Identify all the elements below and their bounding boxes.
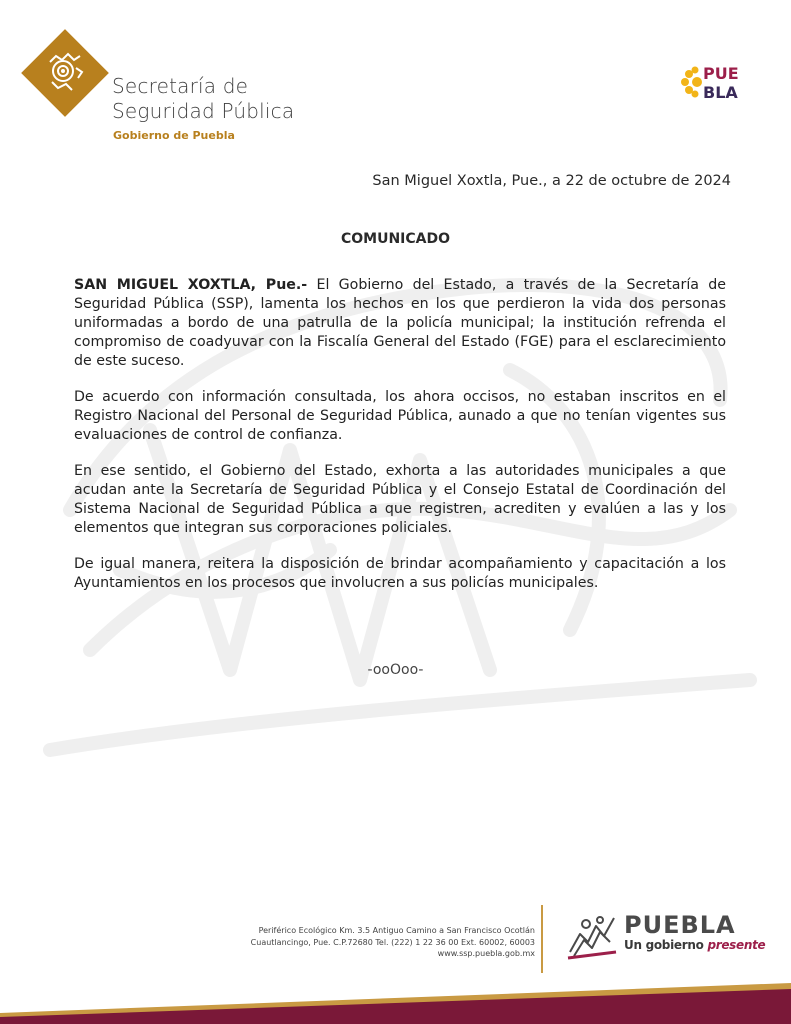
address-line-1: Periférico Ecológico Km. 3.5 Antiguo Camino a San Francisco Ocotlán: [258, 926, 535, 935]
ssp-emblem-logo: [16, 24, 114, 122]
puebla-government-icon: [566, 912, 618, 960]
tagline-accent: presente: [707, 938, 766, 952]
paragraph-1: [74, 276, 726, 371]
tagline-main: Un gobierno: [624, 938, 708, 952]
puebla-logo: [679, 60, 749, 104]
document-heading: COMUNICADO: [340, 231, 451, 247]
end-separator: -ooOoo-: [367, 662, 424, 678]
paragraph-3: En ese sentido, el Gobierno del Estado, exhorta a las autoridades municipales a que acudan ante la Secretaría de Seguridad Pública y el Consejo Estatal de Coordinación del Sistema Nacional de Seguridad Pública a que registren, acrediten y evalúen a las y los elementos que integran sus corporaciones policiales.: [74, 463, 726, 536]
footer-tagline: [624, 938, 765, 952]
puebla-logo-text-top: PUE: [703, 64, 739, 83]
footer-brand: [624, 912, 765, 952]
address-line-2: Cuautlancingo, Pue. C.P.72680 Tel. (222) 1 22 36 00 Ext. 60002, 60003: [250, 937, 535, 947]
date-line: San Miguel Xoxtla, Pue., a 22 de octubre de 2024: [372, 173, 731, 189]
org-title-line1: Secretaría de: [112, 74, 249, 98]
dateline-lead: SAN MIGUEL XOXTLA, Pue.-: [74, 277, 308, 293]
puebla-logo-text-bottom: BLA: [703, 83, 738, 102]
org-title-line2: Seguridad Pública: [112, 99, 295, 123]
website-link[interactable]: www.ssp.puebla.gob.mx: [437, 949, 535, 958]
org-subtitle: Gobierno de Puebla: [113, 129, 235, 142]
document-body: [74, 276, 726, 610]
paragraph-2: De acuerdo con información consultada, los ahora occisos, no estaban inscritos en el Registro Nacional del Personal de Seguridad Pública, aunado a que no tenían vigentes sus evaluaciones de control de confianza.: [74, 389, 726, 443]
organization-title: [112, 74, 294, 124]
footer-brand-name: PUEBLA: [624, 911, 736, 939]
paragraph-1-text: El Gobierno del Estado, a través de la Secretaría de Seguridad Pública (SSP), lamenta los hechos en los que perdieron la vida dos personas uniformadas a bordo de una patrulla de la policía municipal; la institución refrenda el compromiso de coadyuvar con la Fiscalía General del Estado (FGE) para el esclarecimiento de este suceso.: [74, 277, 726, 369]
paragraph-4: De igual manera, reitera la disposición de brindar acompañamiento y capacitación a los Ayuntamientos en los procesos que involucren a sus policías municipales.: [74, 556, 726, 591]
footer-address: [251, 925, 535, 960]
bottom-decorative-band: [0, 975, 791, 1024]
footer-divider: [541, 905, 543, 973]
